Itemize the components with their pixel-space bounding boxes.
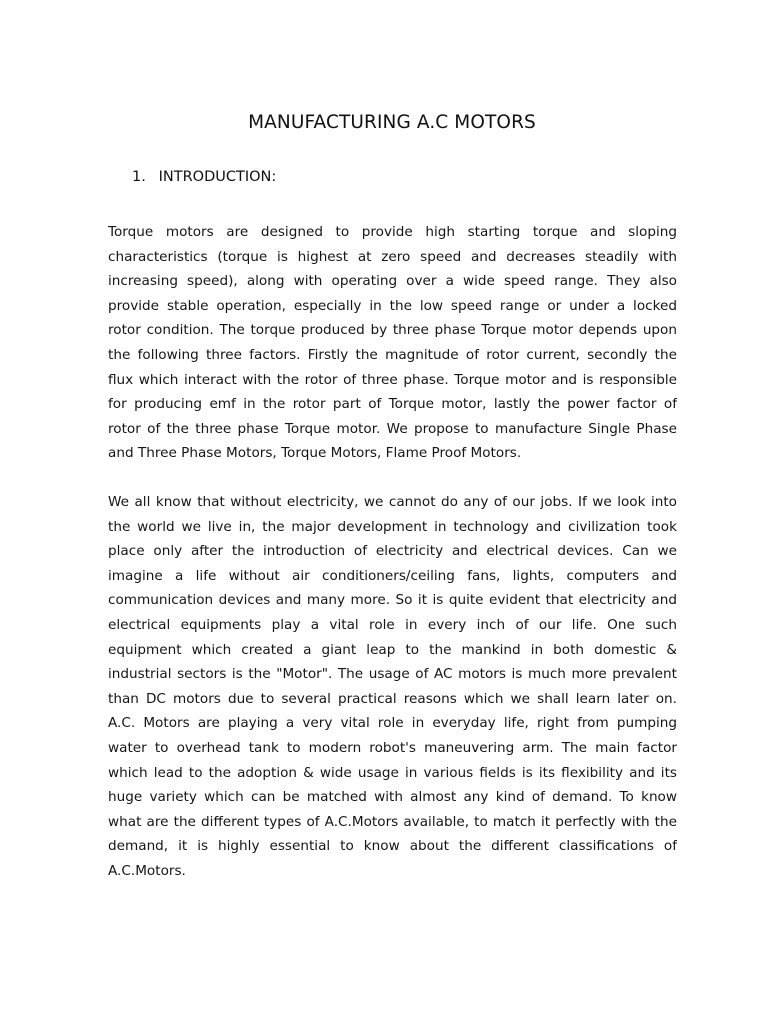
paragraph-line: rotor condition. The torque produced by three phase Torque motor depends upon [108, 322, 677, 339]
section-heading-text: INTRODUCTION: [158, 169, 277, 185]
paragraph-line: place only after the introduction of electricity and electrical devices. Can we [108, 543, 677, 560]
section-number: 1. [132, 169, 146, 185]
paragraph-line: and Three Phase Motors, Torque Motors, Flame Proof Motors. [108, 445, 522, 462]
paragraph-line: A.C.Motors. [108, 862, 186, 879]
paragraph-electricity [108, 490, 677, 884]
paragraph-line: what are the different types of A.C.Motors available, to match it perfectly with the [108, 813, 677, 830]
paragraph-line: huge variety which can be matched with almost any kind of demand. To know [108, 789, 677, 806]
paragraph-line: characteristics (torque is highest at zero speed and decreases steadily with [108, 248, 677, 265]
paragraph-line: We all know that without electricity, we cannot do any of our jobs. If we look into [108, 494, 677, 510]
paragraph-line: flux which interact with the rotor of three phase. Torque motor and is responsible [108, 371, 677, 388]
paragraph-line: industrial sectors is the "Motor". The usage of AC motors is much more prevalent [108, 666, 677, 683]
paragraph-line: imagine a life without air conditioners/ceiling fans, lights, computers and [108, 567, 677, 584]
paragraph-line: increasing speed), along with operating over a wide speed range. They also [108, 273, 677, 290]
paragraph-line: water to overhead tank to modern robot's maneuvering arm. The main factor [108, 739, 677, 756]
paragraph-line: the world we live in, the major development in technology and civilization took [108, 518, 677, 535]
paragraph-torque-motors [108, 220, 677, 466]
paragraph-line: provide stable operation, especially in the low speed range or under a locked [108, 297, 677, 314]
document-title: MANUFACTURING A.C MOTORS [248, 112, 536, 133]
section-heading [132, 169, 276, 185]
paragraph-line: than DC motors due to several practical reasons which we shall learn later on. [108, 690, 677, 707]
paragraph-line: electrical equipments play a vital role in every inch of our life. One such [108, 616, 677, 633]
paragraph-line: rotor of the three phase Torque motor. We propose to manufacture Single Phase [108, 420, 677, 437]
paragraph-line: which lead to the adoption & wide usage in various fields is its flexibility and its [108, 764, 677, 781]
paragraph-line: for producing emf in the rotor part of Torque motor, lastly the power factor of [108, 396, 677, 413]
paragraph-line: communication devices and many more. So it is quite evident that electricity and [108, 592, 677, 609]
paragraph-line: the following three factors. Firstly the magnitude of rotor current, secondly the [108, 346, 677, 363]
paragraph-line: A.C. Motors are playing a very vital role in everyday life, right from pumping [108, 715, 677, 732]
paragraph-line: demand, it is highly essential to know about the different classifications of [108, 838, 677, 855]
paragraph-line: Torque motors are designed to provide high starting torque and sloping [108, 224, 677, 240]
paragraph-line: equipment which created a giant leap to the mankind in both domestic & [108, 641, 677, 658]
